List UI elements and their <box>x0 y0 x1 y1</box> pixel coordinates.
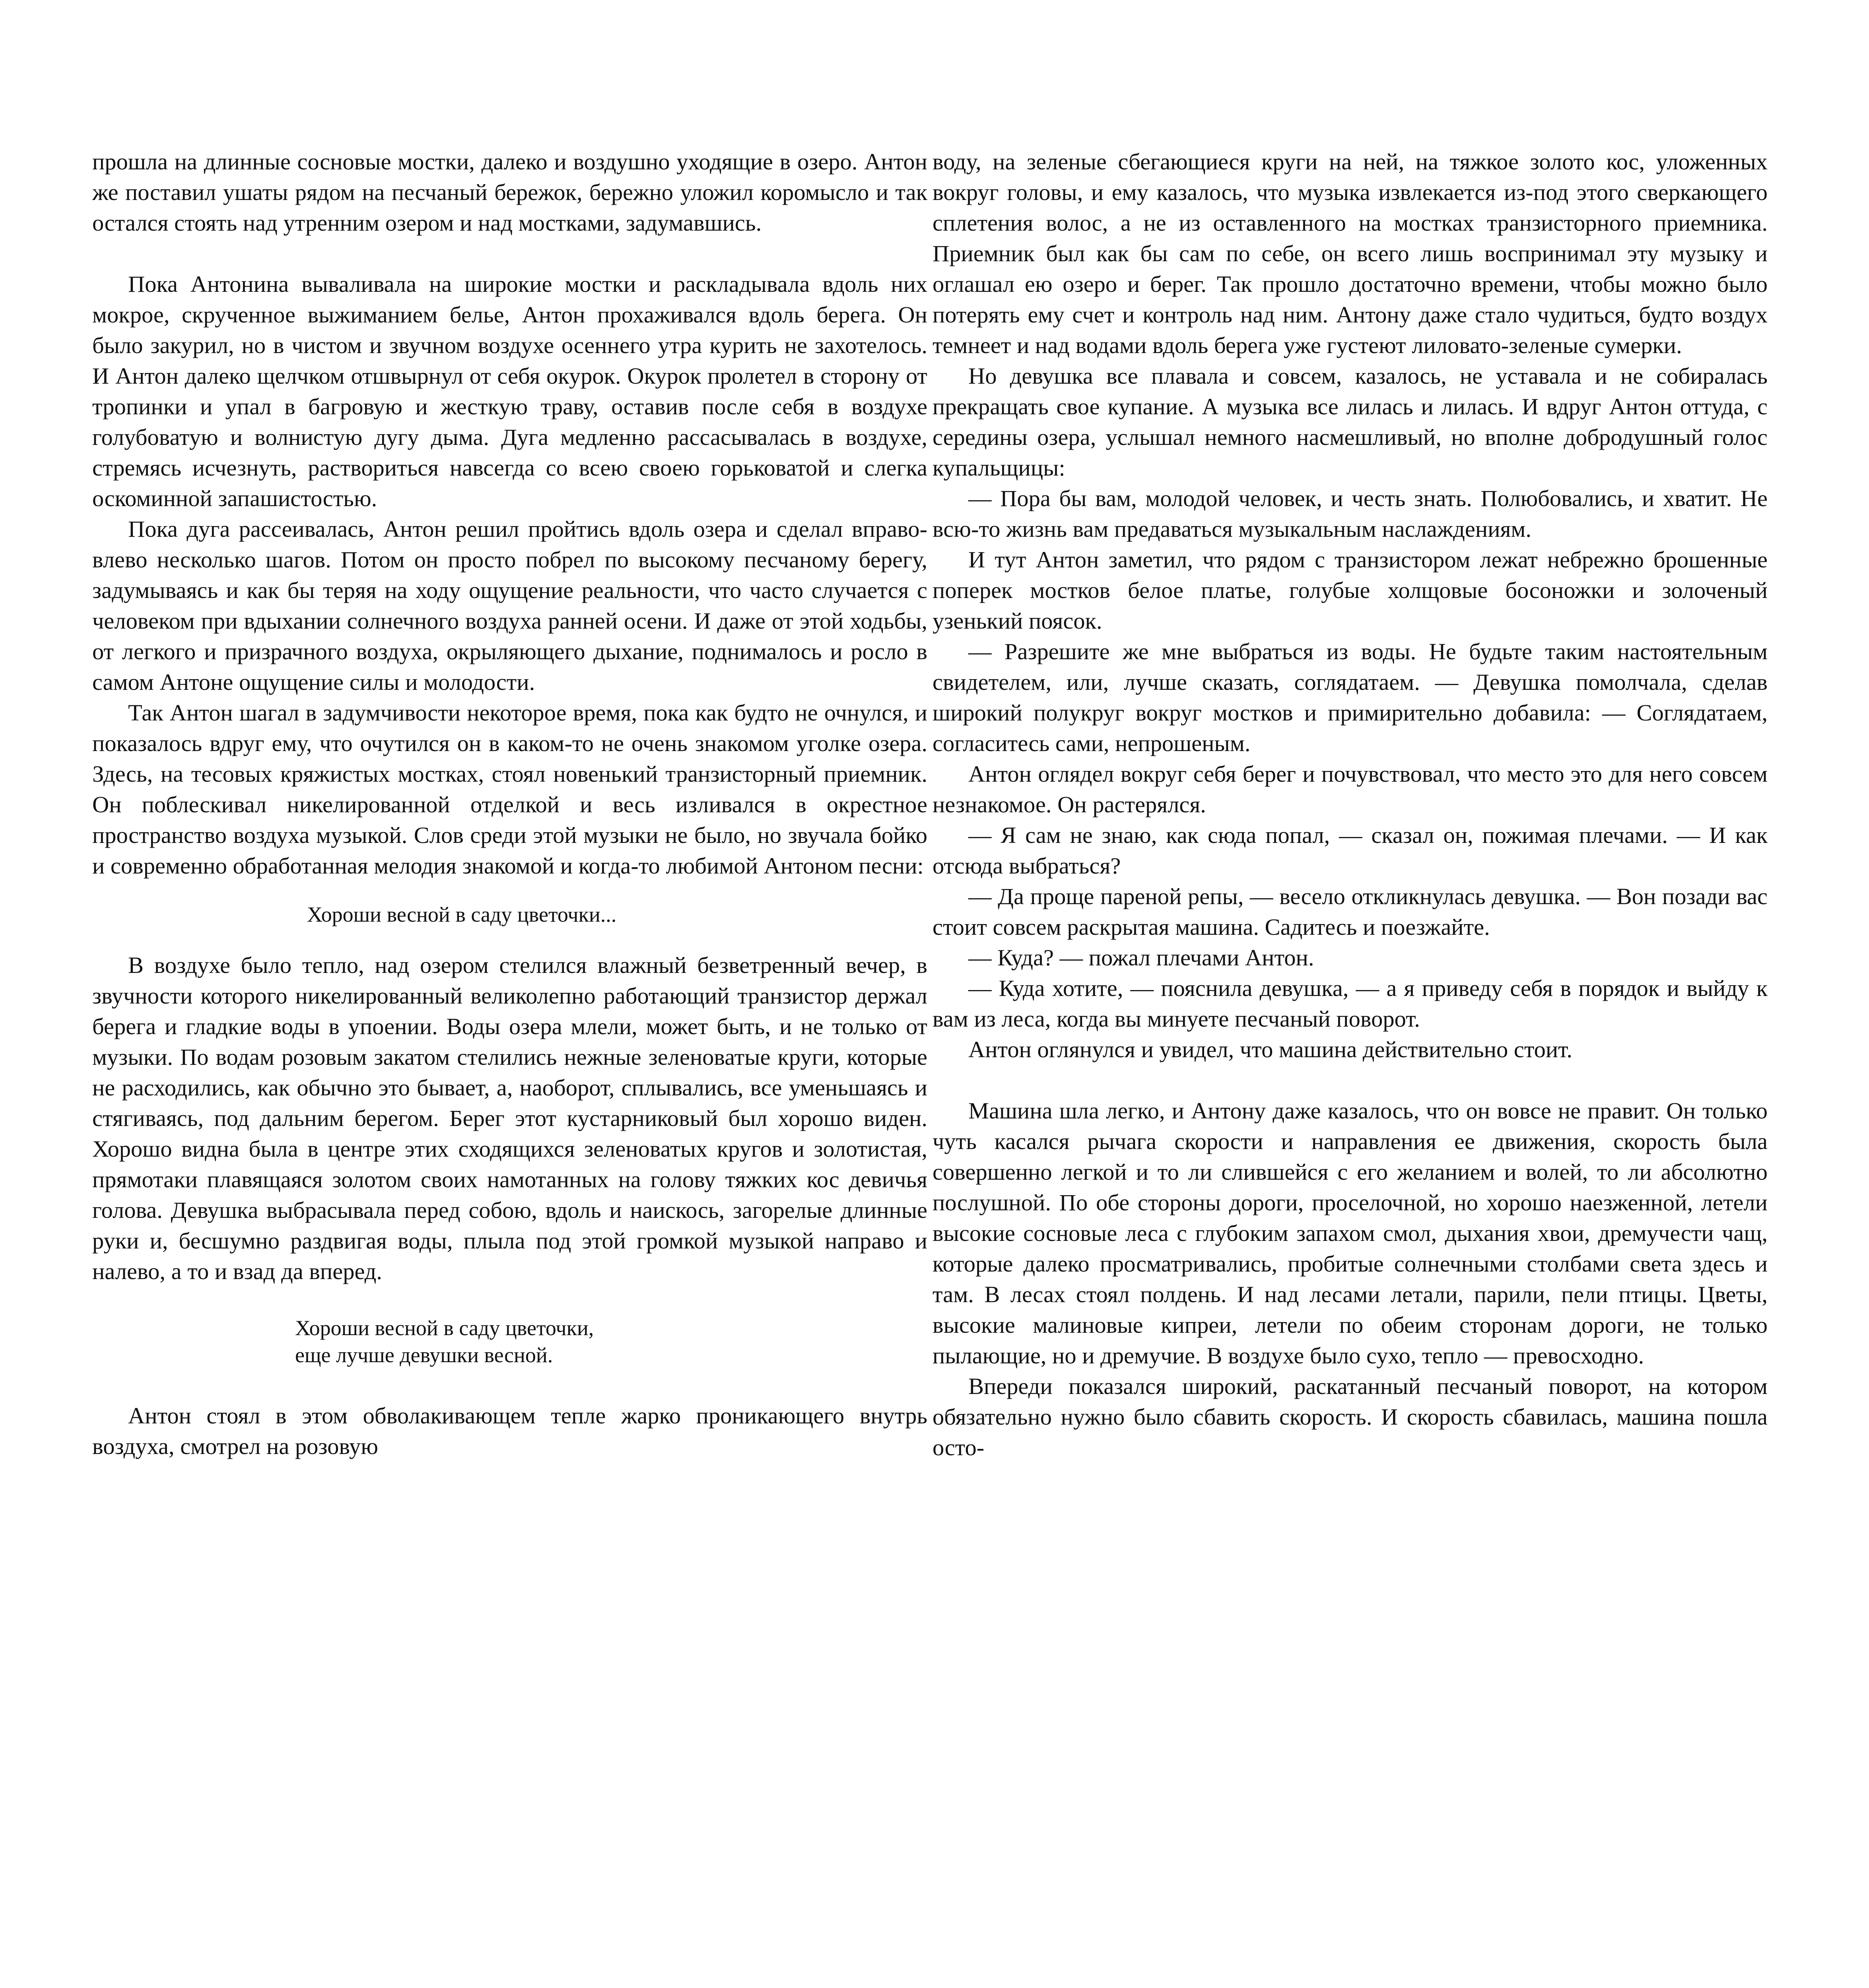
dialogue-line: — Куда хотите, — пояснила девушка, — а я приведу себя в порядок и выйду к вам из леса, когда вы минуете песчаный поворот. <box>933 975 1768 1032</box>
verse-quote <box>92 1314 927 1369</box>
dialogue-line: — Я сам не знаю, как сюда попал, — сказал он, пожимая плечами. — И как отсюда выбраться? <box>933 822 1768 879</box>
paragraph: Антон оглядел вокруг себя берег и почувствовал, что место это для него совсем незнакомое. Он растерялся. <box>933 761 1768 817</box>
paragraph: Впереди показался широкий, раскатанный песчаный поворот, на котором обязательно нужно было сбавить скорость. И скорость сбавилась, машина пошла осто- <box>933 1373 1768 1460</box>
left-column <box>92 146 927 1462</box>
dialogue-line: — Пора бы вам, молодой человек, и честь знать. Полюбовались, и хватит. Не всю-то жизнь вам предаваться музыкальным наслаждениям. <box>933 485 1768 542</box>
paragraph: И тут Антон заметил, что рядом с транзистором лежат небрежно брошенные поперек мостков белое платье, голубые холщовые босоножки и золоченый узенький поясок. <box>933 547 1768 634</box>
paragraph: Так Антон шагал в задумчивости некоторое время, пока как будто не очнулся, и показалось вдруг ему, что очутился он в каком-то не очень знакомом уголке озера. Здесь, на тесовых кряжистых мостках, стоял новенький транзисторный приемник. Он поблескивал никелированной отделкой и весь изливался в окрестное пространство воздуха музыкой. Слов среди этой музыки не было, но звучала бойко и современно обработанная мелодия знакомой и когда-то любимой Антоном песни: <box>92 700 927 879</box>
verse-quote <box>92 901 927 928</box>
paragraph: Но девушка все плавала и совсем, казалось, не уставала и не собиралась прекращать свое купание. А музыка все лилась и лилась. И вдруг Антон оттуда, с середины озера, услышал немного насмешливый, но вполне добродушный голос купальщицы: <box>933 363 1768 481</box>
paragraph: прошла на длинные сосновые мостки, далеко и воздушно уходящие в озеро. Антон же поставил ушаты рядом на песчаный бережок, бережно уложил коромысло и так остался стоять над утренним озером и над мостками, задумавшись. <box>92 149 927 236</box>
dialogue-line: — Разрешите же мне выбраться из воды. Не будьте таким настоятельным свидетелем, или, лучше сказать, соглядатаем. — Девушка помолчала, сделав широкий полукруг вокруг мостков и примирительно добавила: — Соглядатаем, согласитесь сами, непрошеным. <box>933 639 1768 756</box>
paragraph: В воздухе было тепло, над озером стелился влажный безветренный вечер, в звучности которого никелированный великолепно работающий транзистор держал берега и гладкие воды в упоении. Воды озера млели, может быть, и не только от музыки. По водам розовым закатом стелились нежные зеленоватые круги, которые не расходились, как обычно это бывает, а, наоборот, сплывались, все уменьшаясь и стягиваясь, под дальним берегом. Берег этот кустарниковый был хорошо виден. Хорошо видна была в центре этих сходящихся зеленоватых кругов и золотистая, прямотаки плавящаяся золотом своих намотанных на голову тяжких кос девичья голова. Девушка выбрасывала перед собою, вдоль и наискось, загорелые длинные руки и, бесшумно раздвигая воды, плыла под этой громкой музыкой направо и налево, а то и взад да вперед. <box>92 952 927 1284</box>
paragraph: воду, на зеленые сбегающиеся круги на ней, на тяжкое золото кос, уложенных вокруг головы, и ему казалось, что музыка извлекается из-под этого сверкающего сплетения волос, а не из оставленного на мостках транзисторного приемника. Приемник был как бы сам по себе, он всего лишь воспринимал эту музыку и оглашал ею озеро и берег. Так прошло достаточно времени, чтобы можно было потерять ему счет и контроль над ним. Антону даже стало чудиться, будто воздух темнеет и над водами вдоль берега уже густеют лиловато-зеленые сумерки. <box>933 149 1768 358</box>
verse-line: еще лучше девушки весной. <box>295 1343 553 1367</box>
paragraph: Пока Антонина вываливала на широкие мостки и раскладывала вдоль них мокрое, скрученное выжиманием белье, Антон прохаживался вдоль берега. Он было закурил, но в чистом и звучном воздухе осеннего утра курить не захотелось. И Антон далеко щелчком отшвырнул от себя окурок. Окурок пролетел в сторону от тропинки и упал в багровую и жесткую траву, оставив после себя в воздухе голубоватую и волнистую дугу дыма. Дуга медленно рассасывалась в воздухе, стремясь исчезнуть, раствориться навсегда со всею своею горьковатой и слегка оскоминной запашистостью. <box>92 271 927 511</box>
paragraph: Машина шла легко, и Антону даже казалось, что он вовсе не правит. Он только чуть касался рычага скорости и направления ее движения, скорость была совершенно легкой и то ли слившейся с его желанием и волей, то ли абсолютно послушной. По обе стороны дороги, проселочной, но хорошо наезженной, летели высокие сосновые леса с глубоким запахом смол, дыхания хвои, дремучести чащ, которые далеко просматривались, пробитые солнечными столбами света здесь и там. В лесах стоял полдень. И над лесами летали, парили, пели птицы. Цветы, высокие малиновые кипреи, летели по обеим сторонам дороги, не только пылающие, но и дремучие. В воздухе было сухо, тепло — превосходно. <box>933 1098 1768 1369</box>
dialogue-line: — Куда? — пожал плечами Антон. <box>968 945 1314 971</box>
right-column <box>933 146 1768 1463</box>
verse-line: Хороши весной в саду цветочки, <box>295 1316 594 1340</box>
dialogue-line: — Да проще пареной репы, — весело откликнулась девушка. — Вон позади вас стоит совсем раскрытая машина. Садитесь и поезжайте. <box>933 883 1768 940</box>
paragraph: Пока дуга рассеивалась, Антон решил пройтись вдоль озера и сделал вправо-влево несколько шагов. Потом он просто побрел по высокому песчаному берегу, задумываясь и как бы теряя на ходу ощущение реальности, что часто случается с человеком при вдыхании солнечного воздуха ранней осени. И даже от этой ходьбы, от легкого и призрачного воздуха, окрыляющего дыхание, поднималось и росло в самом Антоне ощущение силы и молодости. <box>92 516 927 695</box>
paragraph: Антон оглянулся и увидел, что машина действительно стоит. <box>968 1037 1572 1062</box>
paragraph: Антон стоял в этом обволакивающем тепле жарко проникающего внутрь воздуха, смотрел на розовую <box>92 1403 927 1459</box>
verse-line: Хороши весной в саду цветочки... <box>307 903 617 926</box>
